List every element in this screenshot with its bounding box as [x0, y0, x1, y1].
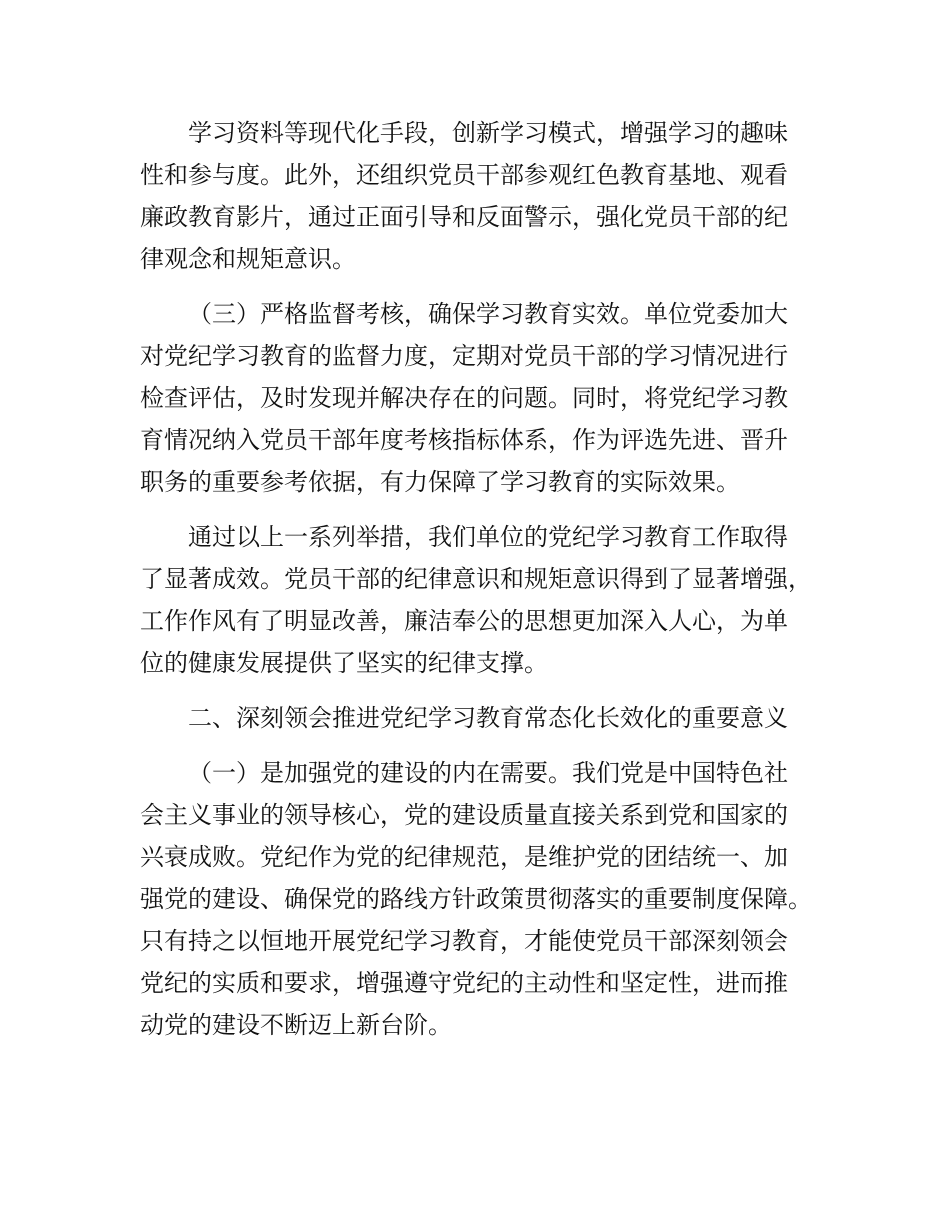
heading-line: 二、深刻领会推进党纪学习教育常态化长效化的重要意义 [188, 704, 788, 732]
text-line: 会主义事业的领导核心，党的建设质量直接关系到党和国家的 [140, 801, 788, 829]
text-line: 职务的重要参考依据，有力保障了学习教育的实际效果。 [140, 468, 740, 496]
text-line: 育情况纳入党员干部年度考核指标体系，作为评选先进、晋升 [140, 426, 788, 454]
text-line: 学习资料等现代化手段，创新学习模式，增强学习的趣味 [188, 119, 788, 147]
text-line: 性和参与度。此外，还组织党员干部参观红色教育基地、观看 [140, 161, 788, 189]
text-line: 检查评估，及时发现并解决存在的问题。同时，将党纪学习教 [140, 384, 788, 412]
text-line: 对党纪学习教育的监督力度，定期对党员干部的学习情况进行 [140, 342, 788, 370]
text-line: 动党的建设不断迈上新台阶。 [140, 1011, 452, 1039]
text-line: 廉政教育影片，通过正面引导和反面警示，强化党员干部的纪 [140, 203, 788, 231]
text-line: 了显著成效。党员干部的纪律意识和规矩意识得到了显著增强， [140, 565, 812, 593]
text-line: （一）是加强党的建设的内在需要。我们党是中国特色社 [188, 759, 788, 787]
text-line: 位的健康发展提供了坚实的纪律支撑。 [140, 649, 548, 677]
text-line: 强党的建设、确保党的路线方针政策贯彻落实的重要制度保障。 [140, 885, 812, 913]
text-line: （三）严格监督考核，确保学习教育实效。单位党委加大 [188, 300, 788, 328]
paragraph-significance [140, 752, 830, 1046]
text-line: 工作作风有了明显改善，廉洁奉公的思想更加深入人心，为单 [140, 607, 788, 635]
text-line: 党纪的实质和要求，增强遵守党纪的主动性和坚定性，进而推 [140, 969, 788, 997]
text-line: 通过以上一系列举措，我们单位的党纪学习教育工作取得 [188, 523, 788, 551]
section-heading [140, 697, 830, 739]
text-line: 只有持之以恒地开展党纪学习教育，才能使党员干部深刻领会 [140, 927, 788, 955]
paragraph-continuation [140, 112, 830, 280]
text-line: 律观念和规矩意识。 [140, 245, 356, 273]
paragraph-results [140, 516, 830, 684]
text-line: 兴衰成败。党纪作为党的纪律规范，是维护党的团结统一、加 [140, 843, 788, 871]
paragraph-supervision [140, 293, 830, 503]
document-body [140, 112, 830, 1046]
